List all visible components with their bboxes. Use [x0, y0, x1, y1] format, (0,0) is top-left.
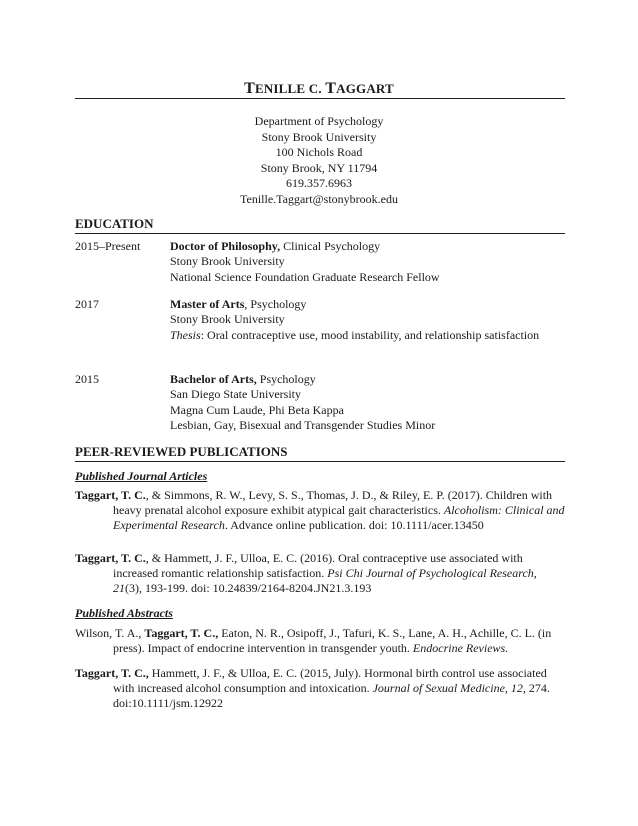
name-rest-first: ENILLE C.	[254, 81, 326, 96]
education-field: Clinical Psychology	[280, 239, 381, 253]
pub-author: Taggart, T. C.,	[75, 666, 149, 680]
publication-article	[75, 488, 565, 533]
contact-street: 100 Nichols Road	[275, 145, 363, 159]
education-degree: Bachelor of Arts,	[170, 372, 257, 386]
pub-lead: Wilson, T. A.,	[75, 626, 145, 640]
pub-journal: Alcoholism: Clinical and Experimental Research	[113, 503, 565, 532]
contact-department: Department of Psychology	[254, 114, 384, 128]
pub-author: Taggart, T. C.,	[144, 626, 219, 640]
name-initial-first: T	[244, 80, 255, 97]
publications-divider	[75, 461, 565, 462]
pub-author: Taggart, T. C.	[75, 551, 146, 565]
education-line: National Science Foundation Graduate Research Fellow	[170, 269, 440, 284]
publication-article	[75, 551, 565, 596]
name-rest-last: AGGART	[336, 81, 394, 96]
education-line: Magna Cum Laude, Phi Beta Kappa	[170, 402, 344, 417]
education-degree: Doctor of Philosophy,	[170, 239, 281, 253]
education-line: San Diego State University	[170, 387, 301, 402]
name-initial-last: T	[325, 80, 337, 97]
thesis-text: : Oral contraceptive use, mood instability, and relationship satisfaction	[200, 327, 540, 342]
publication-abstract	[75, 626, 565, 656]
education-line: Lesbian, Gay, Bisexual and Transgender Studies Minor	[170, 417, 436, 432]
education-divider	[75, 233, 565, 234]
publications-heading: PEER-REVIEWED PUBLICATIONS	[75, 444, 288, 459]
contact-university: Stony Brook University	[261, 129, 377, 144]
pub-tail: 274. doi:10.1111/jsm.12922	[113, 681, 550, 710]
education-line: Stony Brook University	[170, 254, 285, 269]
pub-author: Taggart, T. C.	[75, 488, 146, 502]
education-year: 2015–Present	[75, 239, 141, 253]
thesis-label: Thesis	[170, 327, 201, 342]
education-heading: EDUCATION	[75, 216, 154, 231]
contact-block	[0, 114, 638, 207]
cv-name	[0, 80, 638, 98]
name-divider	[75, 98, 565, 99]
education-year: 2017	[75, 297, 99, 311]
pub-journal: Journal of Sexual Medicine, 12,	[372, 681, 526, 695]
education-field: , Psychology	[244, 297, 307, 311]
pub-tail: (3), 193-199. doi: 10.24839/2164-8204.JN21.3.193	[125, 581, 372, 595]
pub-tail: . Advance online publication. doi: 10.1111/acer.13450	[224, 518, 484, 532]
pub-journal: Psi Chi Journal of Psychological Research, 21	[113, 566, 537, 595]
contact-email[interactable]: Tenille.Taggart@stonybrook.edu	[240, 191, 398, 206]
contact-city: Stony Brook, NY 11794	[260, 160, 378, 175]
pub-text: Hammett, J. F., & Ulloa, E. C. (2015, July). Hormonal birth control use associated with increased alcohol consumption and intoxication.	[113, 666, 547, 695]
articles-subheading: Published Journal Articles	[75, 469, 208, 483]
publication-abstract	[75, 666, 565, 711]
education-field: Psychology	[256, 372, 316, 386]
pub-journal: Endocrine Reviews.	[412, 641, 509, 655]
contact-phone: 619.357.6963	[286, 176, 352, 190]
pub-text: , & Simmons, R. W., Levy, S. S., Thomas, J. D., & Riley, E. P. (2017). Children with heavy prenatal alcohol exposure exhibit atypical gait characteristics.	[113, 488, 553, 517]
education-line: Stony Brook University	[170, 312, 285, 327]
education-year: 2015	[75, 372, 99, 386]
pub-text: , & Hammett, J. F., Ulloa, E. C. (2016). Oral contraceptive use associated with increased romantic relationship satisfaction.	[113, 551, 523, 580]
abstracts-subheading: Published Abstracts	[75, 606, 173, 620]
pub-text: Eaton, N. R., Osipoff, J., Tafuri, K. S., Lane, A. H., Achille, C. L. (in press). Impact of endocrine intervention in transgender youth.	[113, 626, 552, 655]
education-degree: Master of Arts	[170, 297, 245, 311]
